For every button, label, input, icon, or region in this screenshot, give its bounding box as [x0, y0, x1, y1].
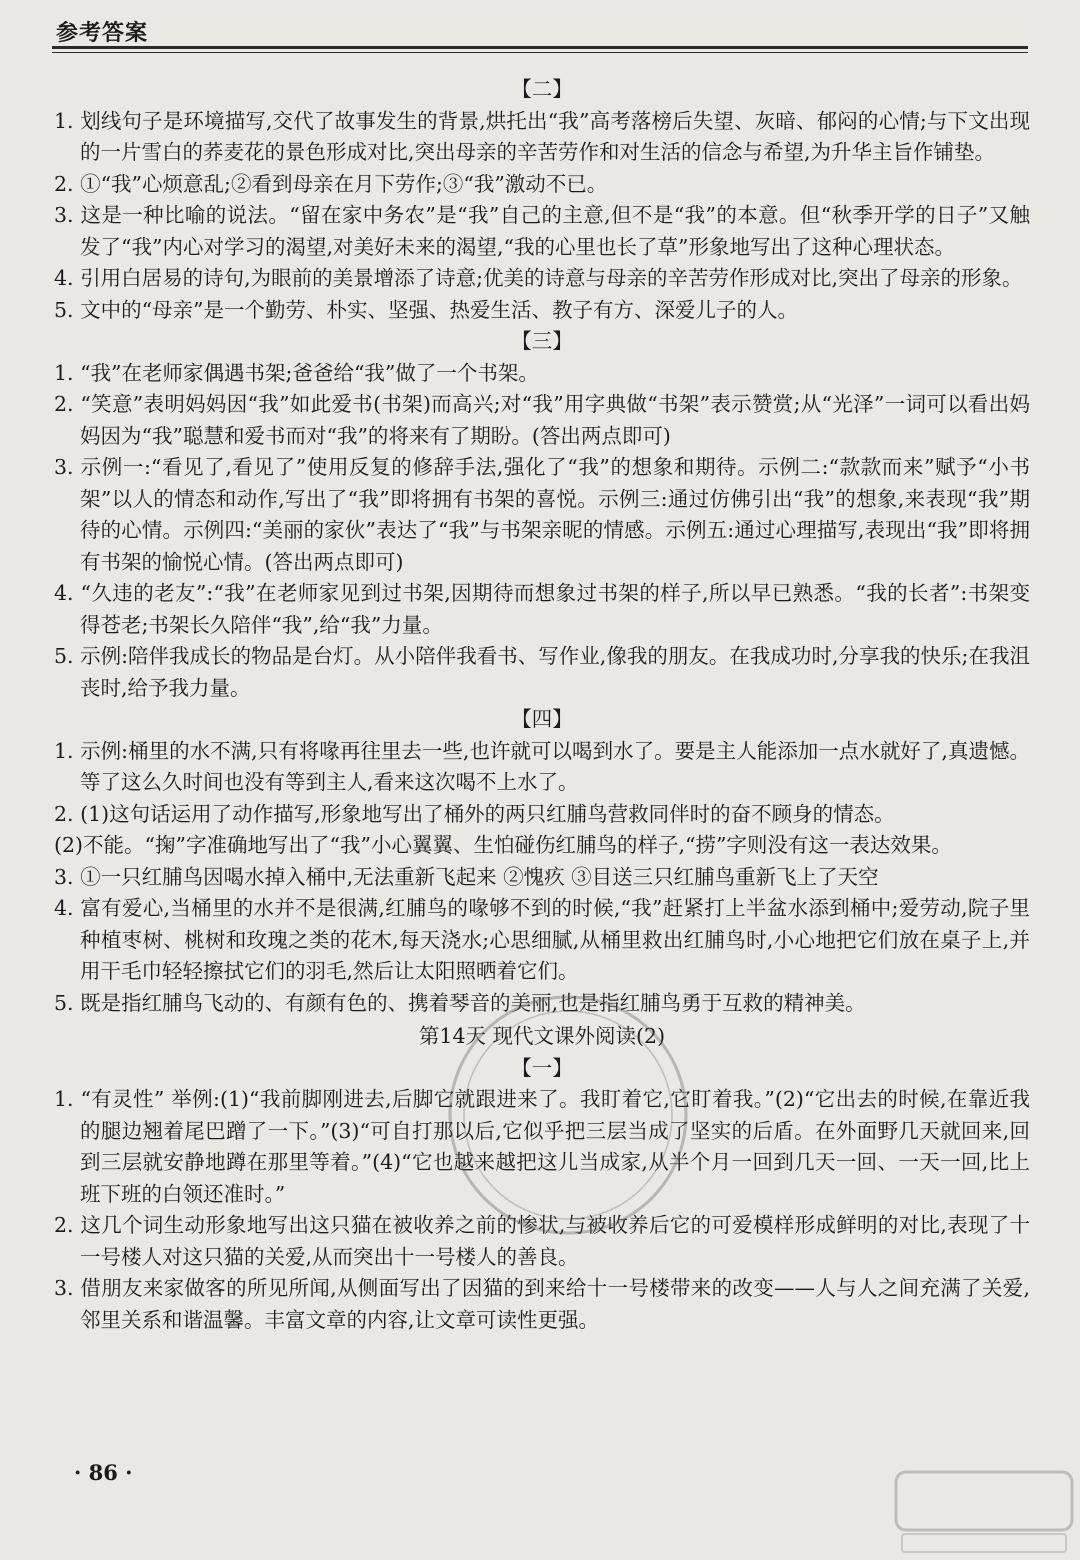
- answer-content: [54, 74, 1030, 1336]
- answer-item: 2. “笑意”表明妈妈因“我”如此爱书(书架)而高兴;对“我”用字典做“书架”表示赞赏;从“光泽”一词可以看出妈妈因为“我”聪慧和爱书而对“我”的将来有了期盼。(答出两点即可): [54, 392, 1030, 448]
- answer-item: 4. 引用白居易的诗句,为眼前的美景增添了诗意;优美的诗意与母亲的辛苦劳作形成对比,突出了母亲的形象。: [54, 266, 1023, 290]
- answer-item: 2. ①“我”心烦意乱;②看到母亲在月下劳作;③“我”激动不已。: [54, 171, 608, 196]
- answer-item: 4. 富有爱心,当桶里的水并不是很满,红脯鸟的喙够不到的时候,“我”赶紧打上半盆水添到桶中;爱劳动,院子里种植枣树、桃树和玫瑰之类的花木,每天浇水;心思细腻,从桶里救出红脯鸟时,小心地把它们放在桌子上,并用干毛巾轻轻擦拭它们的羽毛,然后让太阳照晒着它们。: [54, 896, 1030, 983]
- answer-item: 1. “有灵性” 举例:(1)“我前脚刚进去,后脚它就跟进来了。我盯着它,它盯着我。”(2)“它出去的时候,在靠近我的腿边翘着尾巴蹭了一下。”(3)“可自打那以后,它似乎把三层当成了坚实的后盾。在外面野几天就回来,回到三层就安静地蹲在那里等着。”(4)“它也越来越把这儿当成家,从半个月一回到几天一回、一天一回,比上班下班的白领还准时。”: [54, 1087, 1030, 1206]
- section-title: 【二】: [511, 77, 573, 101]
- answer-item: 5. 示例:陪伴我成长的物品是台灯。从小陪伴我看书、写作业,像我的朋友。在我成功时,分享我的快乐;在我沮丧时,给予我力量。: [54, 644, 1030, 700]
- answer-item: 3. ①一只红脯鸟因喝水掉入桶中,无法重新飞起来 ②愧疚 ③目送三只红脯鸟重新飞上了天空: [54, 864, 879, 889]
- corner-watermark-logo: [894, 1470, 1074, 1556]
- answer-item: 1. 示例:桶里的水不满,只有将喙再往里去一些,也许就可以喝到水了。要是主人能添加一点水就好了,真遗憾。等了这么久时间也没有等到主人,看来这次喝不上水了。: [54, 738, 1030, 794]
- answer-item: 1. “我”在老师家偶遇书架;爸爸给“我”做了一个书架。: [54, 360, 539, 385]
- day-title: 第14天 现代文课外阅读(2): [418, 1024, 666, 1048]
- answer-item: 3. 这是一种比喻的说法。“留在家中务农”是“我”自己的主意,但不是“我”的本意。但“秋季开学的日子”又触发了“我”内心对学习的渴望,对美好未来的渴望,“我的心里也长了草”形象地写出了这种心理状态。: [54, 203, 1030, 259]
- header-rule-thin: [52, 52, 1028, 53]
- answer-subitem: (2)不能。“掬”字准确地写出了“我”小心翼翼、生怕碰伤红脯鸟的样子,“捞”字则没有这一表达效果。: [54, 833, 952, 857]
- page-header: [52, 10, 1028, 46]
- header-title: 参考答案: [56, 21, 149, 46]
- section-title: 【三】: [511, 329, 573, 353]
- answer-item: 2. 这几个词生动形象地写出这只猫在被收养之前的惨状,与被收养后它的可爱模样形成鲜明的对比,表现了十一号楼人对这只猫的关爱,从而突出十一号楼人的善良。: [54, 1213, 1030, 1269]
- section-title: 【四】: [511, 707, 573, 731]
- answer-item: 2. (1)这句话运用了动作描写,形象地写出了桶外的两只红脯鸟营救同伴时的奋不顾身的情态。: [54, 801, 895, 826]
- answer-item: 5. 既是指红脯鸟飞动的、有颜有色的、携着琴音的美丽,也是指红脯鸟勇于互救的精神美。: [54, 990, 866, 1015]
- answer-item: 1. 划线句子是环境描写,交代了故事发生的背景,烘托出“我”高考落榜后失望、灰暗、郁闷的心情;与下文出现的一片雪白的荞麦花的景色形成对比,突出母亲的辛苦劳作和对生活的信念与希望,为升华主旨作铺垫。: [54, 108, 1030, 164]
- answer-item: 3. 示例一:“看见了,看见了”使用反复的修辞手法,强化了“我”的想象和期待。示例二:“款款而来”赋予“小书架”以人的情态和动作,写出了“我”即将拥有书架的喜悦。示例三:通过仿佛引出“我”的想象,来表现“我”期待的心情。示例四:“美丽的家伙”表达了“我”与书架亲昵的情感。示例五:通过心理描写,表现出“我”即将拥有书架的愉悦心情。(答出两点即可): [54, 455, 1030, 574]
- page-number: · 86 ·: [74, 1460, 133, 1485]
- section-title: 【一】: [511, 1055, 573, 1080]
- header-rule: [52, 46, 1028, 49]
- answer-item: 5. 文中的“母亲”是一个勤劳、朴实、坚强、热爱生活、教子有方、深爱儿子的人。: [54, 297, 799, 322]
- answer-item: 3. 借朋友来家做客的所见所闻,从侧面写出了因猫的到来给十一号楼带来的改变——人与人之间充满了关爱,邻里关系和谐温馨。丰富文章的内容,让文章可读性更强。: [54, 1276, 1030, 1332]
- answer-item: 4. “久违的老友”:“我”在老师家见到过书架,因期待而想象过书架的样子,所以早已熟悉。“我的长者”:书架变得苍老;书架长久陪伴“我”,给“我”力量。: [54, 581, 1030, 637]
